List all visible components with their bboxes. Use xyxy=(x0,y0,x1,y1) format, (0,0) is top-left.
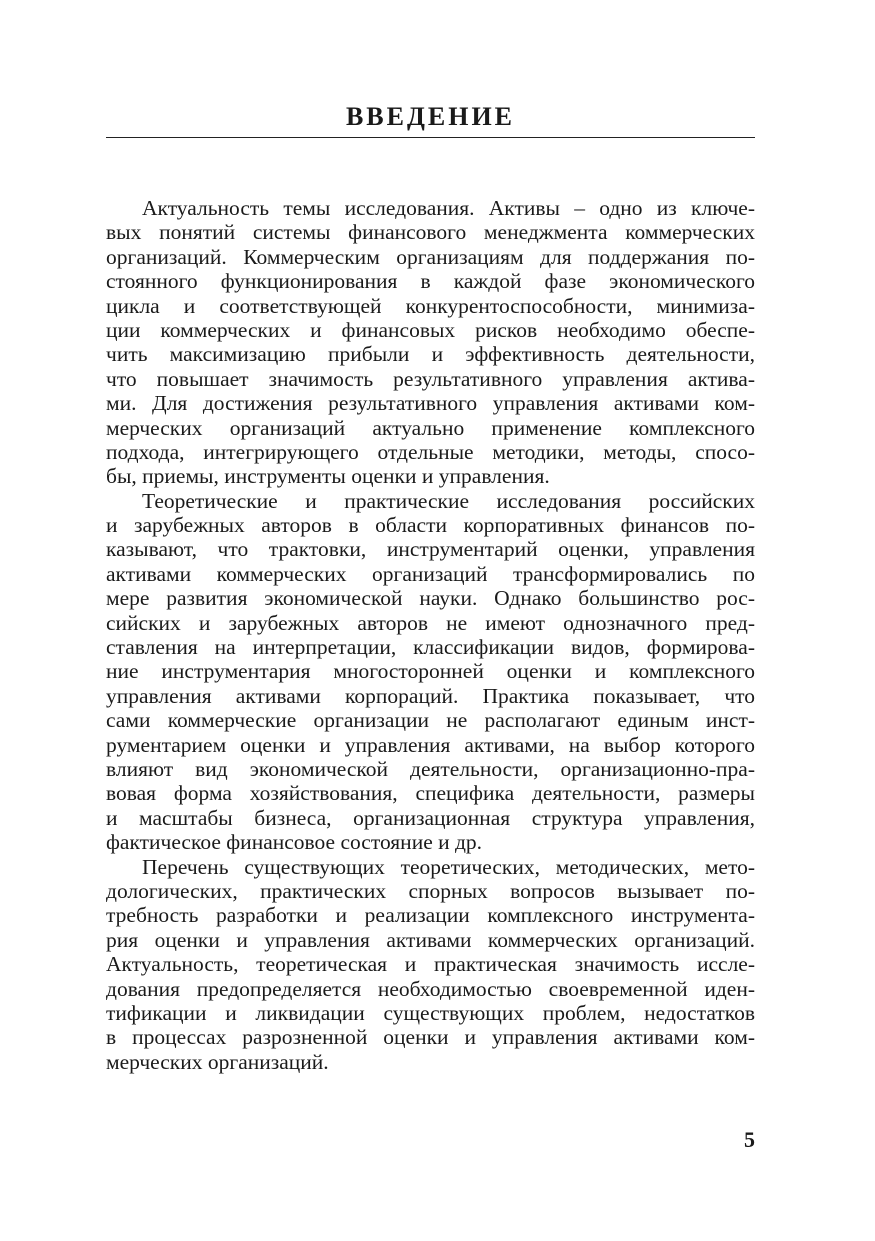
text-line: требность разработки и реализации комплексного инструмента- xyxy=(106,903,755,928)
text-line: вых понятий системы финансового менеджмента коммерческих xyxy=(106,220,755,245)
text-line: ции коммерческих и финансовых рисков необходимо обеспе- xyxy=(106,317,755,342)
paragraph-3 xyxy=(106,855,755,1075)
text-line: ми. Для достижения результативного управления активами ком- xyxy=(106,391,755,416)
paragraph-2 xyxy=(106,489,755,855)
text-line: мере развития экономической науки. Однако большинство рос- xyxy=(106,586,755,611)
text-line: мерческих организаций. xyxy=(106,1049,329,1074)
text-line: тификации и ликвидации существующих проблем, недостатков xyxy=(106,1000,755,1025)
text-line: Перечень существующих теоретических, методических, мето- xyxy=(142,854,755,879)
text-line: подхода, интегрирующего отдельные методики, методы, спосо- xyxy=(106,439,755,464)
text-line: и масштабы бизнеса, организационная структура управления, xyxy=(106,805,755,830)
text-line: активами коммерческих организаций трансформировались по xyxy=(106,561,755,586)
text-line: чить максимизацию прибыли и эффективность деятельности, xyxy=(106,342,755,367)
title-underline xyxy=(106,137,755,138)
text-line: организаций. Коммерческим организациям для поддержания по- xyxy=(106,244,755,269)
text-line: в процессах разрозненной оценки и управления активами ком- xyxy=(106,1025,755,1050)
text-line: ние инструментария многосторонней оценки и комплексного xyxy=(106,659,755,684)
text-line: управления активами корпораций. Практика показывает, что xyxy=(106,683,755,708)
text-line: дологических, практических спорных вопросов вызывает по- xyxy=(106,878,755,903)
text-line: казывают, что трактовки, инструментарий оценки, управления xyxy=(106,537,755,562)
text-line: рия оценки и управления активами коммерческих организаций. xyxy=(106,927,755,952)
text-line: фактическое финансовое состояние и др. xyxy=(106,830,483,855)
body-text xyxy=(106,196,755,1074)
text-line: цикла и соответствующей конкурентоспособности, минимиза- xyxy=(106,293,755,318)
page-number: 5 xyxy=(744,1127,755,1152)
paragraph-1 xyxy=(106,196,755,489)
text-line: стоянного функционирования в каждой фазе экономического xyxy=(106,269,755,294)
text-line: рументарием оценки и управления активами, на выбор которого xyxy=(106,732,755,757)
text-line: Актуальность темы исследования. Активы – одно из ключе- xyxy=(142,196,755,220)
text-line: что повышает значимость результативного управления актива- xyxy=(106,366,755,391)
page-title: ВВЕДЕНИЕ xyxy=(345,102,516,131)
text-line: сами коммерческие организации не располагают единым инст- xyxy=(106,708,755,733)
text-line: вовая форма хозяйствования, специфика деятельности, размеры xyxy=(106,781,755,806)
text-line: влияют вид экономической деятельности, организационно-пра- xyxy=(106,756,755,781)
text-line: сийских и зарубежных авторов не имеют однозначного пред- xyxy=(106,610,755,635)
text-line: и зарубежных авторов в области корпоративных финансов по- xyxy=(106,513,755,538)
text-line: мерческих организаций актуально применение комплексного xyxy=(106,415,755,440)
text-line: Актуальность, теоретическая и практическая значимость иссле- xyxy=(106,952,755,977)
text-line: ставления на интерпретации, классификации видов, формирова- xyxy=(106,635,755,660)
text-line: дования предопределяется необходимостью своевременной иден- xyxy=(106,976,755,1001)
text-line: Теоретические и практические исследования российских xyxy=(142,488,755,513)
text-line: бы, приемы, инструменты оценки и управления. xyxy=(106,464,550,489)
